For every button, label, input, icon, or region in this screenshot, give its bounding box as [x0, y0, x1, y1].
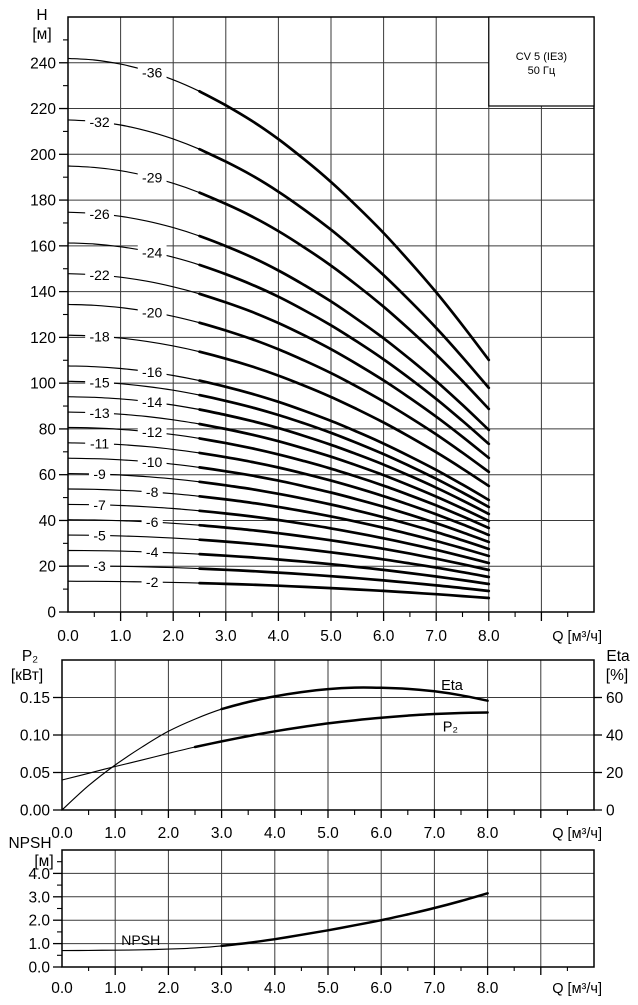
x-tick-label: 0.0	[51, 825, 73, 842]
head-curve-36-duty-range	[200, 91, 489, 360]
stage-curve-label: -13	[89, 404, 110, 421]
p2-tick-label: 0.05	[19, 765, 50, 782]
x-tick-label: 3.0	[210, 825, 233, 842]
x-tick-label: 8.0	[478, 628, 500, 645]
stage-curve-label: -14	[142, 394, 163, 411]
eta-tick-label: 20	[606, 765, 624, 782]
eta-tick-label: 40	[606, 727, 624, 745]
npsh-tick-label: 3.0	[28, 889, 50, 907]
x-axis-title: Q [м³/ч]	[552, 981, 602, 997]
x-tick-label: 2.0	[157, 980, 180, 997]
x-tick-label: 6.0	[370, 980, 392, 997]
x-tick-label: 0.0	[57, 628, 79, 645]
curve-labels	[85, 65, 166, 590]
eta-axis-unit: [%]	[605, 667, 629, 684]
stage-curve-label: -3	[93, 558, 106, 575]
y-tick-label: 100	[30, 375, 56, 393]
x-tick-label: 3.0	[215, 628, 237, 645]
stage-curve-label: -9	[93, 466, 106, 483]
eta-axis-title: Eta	[606, 648, 630, 665]
y-tick-label: 40	[38, 512, 56, 530]
stage-curve-label: -16	[142, 364, 163, 381]
y-tick-label: 140	[30, 284, 56, 302]
y-tick-label: 180	[30, 192, 56, 210]
y-tick-label: 200	[30, 146, 56, 164]
stage-curve-label: -10	[142, 454, 163, 471]
axis-ticks	[53, 862, 567, 975]
x-tick-label: 7.0	[423, 980, 446, 997]
x-tick-label: 3.0	[210, 980, 233, 997]
x-tick-label: 7.0	[425, 628, 447, 645]
x-tick-label: 4.0	[264, 980, 286, 997]
h-q-chart	[30, 7, 602, 645]
y-tick-label: 80	[38, 421, 56, 439]
npsh-axis-unit: [м]	[34, 853, 54, 870]
x-axis-title: Q [м³/ч]	[552, 629, 602, 645]
x-tick-label: 5.0	[320, 628, 342, 645]
npsh-curve-duty-range	[222, 893, 488, 946]
x-tick-label: 6.0	[370, 825, 392, 842]
head-curve-29-duty-range	[200, 193, 489, 409]
stage-curve-label: -32	[89, 114, 110, 131]
npsh-tick-label: 4.0	[28, 865, 50, 883]
p2-axis-unit: [кВт]	[10, 667, 44, 684]
x-tick-label: 4.0	[267, 628, 290, 645]
npsh-chart	[8, 835, 602, 997]
npsh-axis-title: NPSH	[8, 835, 52, 852]
npsh-tick-label: 0.0	[28, 959, 50, 977]
eta-tick-label: 0	[606, 802, 615, 820]
tick-labels	[20, 690, 624, 842]
y-tick-label: 240	[30, 55, 56, 73]
frequency-label: 50 Гц	[527, 65, 556, 77]
y-tick-label: 120	[30, 329, 56, 347]
tick-labels	[28, 866, 498, 997]
x-tick-label: 1.0	[109, 628, 132, 645]
eta-curve-label: Eta	[441, 677, 463, 694]
pump-type-label: CV 5 (IE3)	[515, 51, 568, 63]
stage-curve-label: -18	[89, 328, 110, 345]
npsh-curve-label: NPSH	[121, 931, 161, 948]
p2-curve-label: P₂	[442, 719, 459, 736]
y-tick-label: 160	[30, 238, 56, 256]
x-tick-label: 2.0	[162, 628, 184, 645]
stage-curve-label: -5	[93, 527, 106, 544]
type-box	[489, 17, 594, 106]
head-curve-32-duty-range	[200, 149, 489, 388]
y-tick-label: 60	[38, 467, 56, 485]
y-axis-unit: [м]	[32, 26, 52, 43]
p2-tick-label: 0.15	[19, 690, 50, 707]
y-tick-label: 220	[30, 101, 56, 119]
head-curve-15-duty-range	[200, 395, 489, 507]
axis-ticks	[59, 40, 568, 621]
stage-curve-label: -11	[89, 435, 110, 452]
x-tick-label: 8.0	[476, 825, 499, 842]
stage-curve-label: -22	[89, 267, 110, 284]
gridlines	[62, 660, 594, 810]
x-axis-title: Q [м³/ч]	[552, 826, 602, 842]
stage-curve-label: -15	[89, 374, 110, 391]
power-eta-chart	[11, 648, 630, 842]
stage-curve-label: -29	[142, 169, 163, 186]
head-curve-11-duty-range	[200, 453, 489, 535]
stage-curve-label: -20	[142, 304, 163, 321]
npsh-tick-label: 2.0	[28, 912, 50, 930]
stage-curve-label: -26	[89, 205, 110, 222]
stage-curve-label: -36	[142, 64, 163, 81]
x-tick-label: 4.0	[264, 825, 286, 842]
p2-axis-title: P₂	[21, 648, 39, 665]
stage-curve-label: -4	[145, 544, 159, 561]
y-tick-label: 0	[47, 604, 56, 622]
x-tick-label: 2.0	[157, 825, 180, 842]
x-tick-label: 5.0	[317, 825, 339, 842]
x-tick-label: 1.0	[104, 980, 126, 997]
y-tick-label: 20	[38, 558, 56, 576]
x-tick-label: 5.0	[317, 980, 339, 997]
stage-curve-label: -7	[93, 496, 106, 513]
stage-curve-label: -12	[142, 424, 163, 441]
stage-curve-label: -8	[145, 484, 159, 501]
y-axis-title: H	[36, 7, 48, 24]
x-tick-label: 6.0	[372, 628, 395, 645]
stage-curve-label: -6	[145, 514, 159, 531]
eta-tick-label: 60	[606, 690, 624, 707]
stage-curve-label: -24	[142, 244, 163, 261]
p2-tick-label: 0.10	[19, 727, 50, 745]
x-tick-label: 8.0	[476, 980, 499, 997]
x-tick-label: 1.0	[104, 825, 126, 842]
x-tick-label: 7.0	[423, 825, 446, 842]
p2-tick-label: 0.00	[19, 802, 50, 820]
stage-curve-label: -2	[145, 574, 159, 591]
x-tick-label: 0.0	[51, 980, 73, 997]
npsh-tick-label: 1.0	[28, 936, 50, 954]
